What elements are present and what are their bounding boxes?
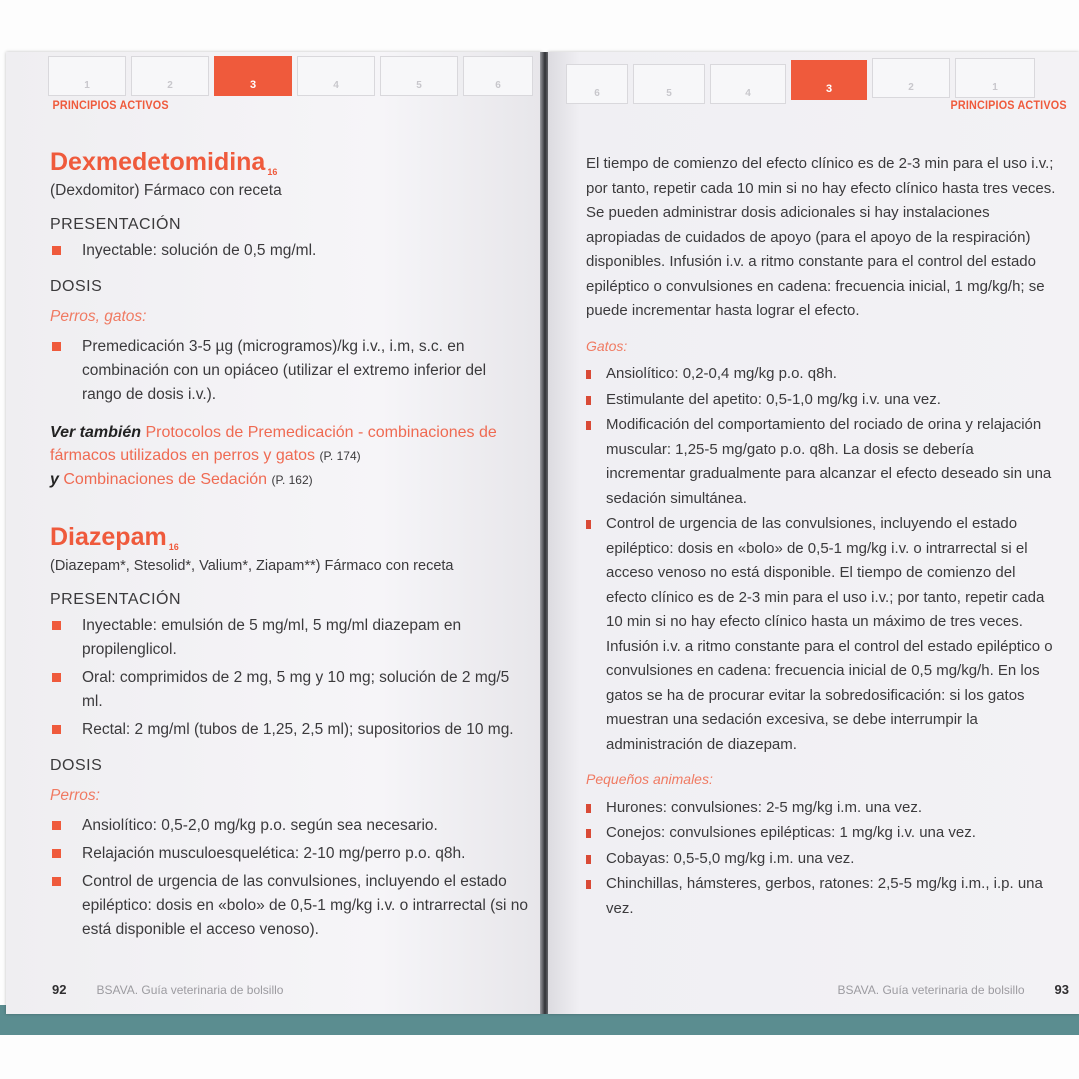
footnote-ref: 16 <box>168 542 179 552</box>
species-label: Perros, gatos: <box>50 308 147 325</box>
list-item <box>50 842 530 866</box>
presentation-heading: PRESENTACIÓN <box>50 591 182 608</box>
list-item-text: Oral: comprimidos de 2 mg, 5 mg y 10 mg; solución de 2 mg/5 ml. <box>82 669 510 710</box>
species-label-cats: Gatos: <box>586 337 628 354</box>
list-item-text: Ansiolítico: 0,2-0,4 mg/kg p.o. q8h. <box>606 365 837 382</box>
list-item <box>586 413 1056 511</box>
list-item-text: Ansiolítico: 0,5-2,0 mg/kg p.o. según sea necesario. <box>82 817 438 834</box>
cats-dose-list <box>586 362 1056 757</box>
bullet-square-icon <box>52 725 61 734</box>
bullet-square-icon <box>52 821 61 830</box>
bullet-square-icon <box>586 829 591 838</box>
see-also-label: Ver también <box>50 424 141 441</box>
presentation-list <box>50 614 530 742</box>
bullet-square-icon <box>586 396 591 405</box>
section-label: PRINCIPIOS ACTIVOS <box>52 98 169 112</box>
list-item <box>50 718 530 742</box>
chapter-tab-2[interactable]: 2 <box>872 58 950 98</box>
chapter-tab-5[interactable]: 5 <box>633 64 705 104</box>
list-item <box>586 847 1056 872</box>
bullet-square-icon <box>52 621 61 630</box>
species-label: Perros: <box>50 787 100 804</box>
bullet-square-icon <box>52 246 61 255</box>
page-reference: (P. 174) <box>319 449 361 463</box>
connector: y <box>50 471 59 488</box>
list-item <box>586 362 1056 387</box>
drug-name: Dexmedetomidina <box>50 148 266 176</box>
list-item <box>586 796 1056 821</box>
left-page <box>6 52 542 1014</box>
section-label: PRINCIPIOS ACTIVOS <box>950 98 1067 112</box>
drug-title <box>50 522 530 552</box>
see-also-link-sedation[interactable]: Combinaciones de Sedación <box>63 471 268 488</box>
list-item <box>50 335 530 407</box>
page-number: 93 <box>1054 982 1069 997</box>
chapter-tab-3-active[interactable]: 3 <box>791 60 867 100</box>
page-number: 92 <box>52 982 67 997</box>
dose-list <box>50 335 530 407</box>
list-item <box>50 814 530 838</box>
drug-name: Diazepam <box>50 523 167 551</box>
chapter-tab-2[interactable]: 2 <box>131 56 209 96</box>
list-item-text: Relajación musculoesquelética: 2-10 mg/perro p.o. q8h. <box>82 845 466 862</box>
dose-heading: DOSIS <box>50 278 103 295</box>
presentation-heading: PRESENTACIÓN <box>50 216 182 233</box>
list-item <box>50 239 530 263</box>
drug-entry-diazepam <box>50 522 530 942</box>
list-item <box>50 614 530 662</box>
chapter-tabs <box>48 56 533 96</box>
bullet-square-icon <box>586 520 591 529</box>
see-also <box>50 421 530 492</box>
bullet-square-icon <box>586 855 591 864</box>
list-item-text: Cobayas: 0,5-5,0 mg/kg i.m. una vez. <box>606 849 855 867</box>
list-item <box>50 666 530 714</box>
dose-heading: DOSIS <box>50 757 103 774</box>
right-content <box>586 152 1056 925</box>
list-item <box>586 388 1056 413</box>
chapter-tab-4[interactable]: 4 <box>710 64 786 104</box>
list-item-text: Control de urgencia de las convulsiones, incluyendo el estado epiléptico: dosis en «bolo» de 0,5-1 mg/kg i.v. o intrarrectal si el acceso venoso no está disponible. El tiempo de comienzo del efecto clínico es de 2-3 min para el uso i.v.; por tanto, repetir cada 10 min si no hay efecto clínico hasta un máximo de tres veces. Infusión i.v. a ritmo constante para el control del estado epiléptico o convulsiones en cadena: frecuencia inicial de 0,5 mg/kg/h. En los gatos se ha de procurar evitar la sobredosificación: si los gatos muestran una sedación excesiva, se debe interrumpir la administración de diazepam. <box>606 515 1053 753</box>
chapter-tab-5[interactable]: 5 <box>380 56 458 96</box>
chapter-tab-4[interactable]: 4 <box>297 56 375 96</box>
list-item <box>50 870 530 942</box>
list-item <box>586 821 1056 846</box>
bullet-square-icon <box>52 342 61 351</box>
list-item-text: Premedicación 3-5 µg (microgramos)/kg i.v., i.m, s.c. en combinación con un opiáceo (utilizar el extremo inferior del rango de dosis i.v.). <box>82 338 487 403</box>
bullet-square-icon <box>52 877 61 886</box>
list-item <box>586 872 1056 921</box>
list-item-text: Rectal: 2 mg/ml (tubos de 1,25, 2,5 ml); supositorios de 10 mg. <box>82 721 514 738</box>
list-item-text: Hurones: convulsiones: 2-5 mg/kg i.m. una vez. <box>606 798 922 816</box>
dose-list <box>50 814 530 942</box>
list-item-text: Control de urgencia de las convulsiones, incluyendo el estado epiléptico: dosis en «bolo» de 0,5-1 mg/kg i.v. o intrarrectal (si no está disponible el acceso venoso). <box>82 873 529 938</box>
see-also-link-premedication[interactable]: Protocolos de Premedicación - combinaciones de fármacos utilizados en perros y gatos <box>50 424 497 464</box>
presentation-list <box>50 239 530 263</box>
small-animals-dose-list <box>586 796 1056 922</box>
list-item-text: Inyectable: solución de 0,5 mg/ml. <box>82 242 317 259</box>
bullet-square-icon <box>52 849 61 858</box>
list-item-text: Inyectable: emulsión de 5 mg/ml, 5 mg/ml diazepam en propilenglicol. <box>82 617 462 658</box>
bullet-square-icon <box>586 804 591 813</box>
bullet-square-icon <box>586 421 591 430</box>
continued-paragraph: El tiempo de comienzo del efecto clínico es de 2-3 min para el uso i.v.; por tanto, repetir cada 10 min si no hay efecto clínico hasta tres veces. Se pueden administrar dosis adicionales si hay instalaciones apropiadas de cuidados de apoyo (para el apoyo de la respiración) disponibles. Infusión i.v. a ritmo constante para el control del estado epiléptico o convulsiones en cadena: frecuencia inicial, 1 mg/kg/h; se puede incrementar hasta lograr el efecto. <box>586 155 1056 319</box>
list-item-text: Estimulante del apetito: 0,5-1,0 mg/kg i.v. una vez. <box>606 390 941 408</box>
chapter-tab-3-active[interactable]: 3 <box>214 56 292 96</box>
chapter-tab-6[interactable]: 6 <box>463 56 533 96</box>
list-item-text: Chinchillas, hámsteres, gerbos, ratones: 2,5-5 mg/kg i.m., i.p. una vez. <box>606 875 1043 917</box>
left-content <box>50 147 530 946</box>
footnote-ref: 16 <box>267 167 278 177</box>
page-footer <box>52 982 283 997</box>
drug-title <box>50 147 530 177</box>
list-item <box>586 512 1056 757</box>
drug-subtitle: (Diazepam*, Stesolid*, Valium*, Ziapam**) Fármaco con receta <box>50 558 454 574</box>
bullet-square-icon <box>586 880 591 889</box>
book-title: BSAVA. Guía veterinaria de bolsillo <box>96 982 284 997</box>
chapter-tab-1[interactable]: 1 <box>955 58 1035 98</box>
bullet-square-icon <box>52 673 61 682</box>
drug-subtitle: (Dexdomitor) Fármaco con receta <box>50 182 282 199</box>
bullet-square-icon <box>586 370 591 379</box>
chapter-tab-1[interactable]: 1 <box>48 56 126 96</box>
species-label-small-animals: Pequeños animales: <box>586 771 713 787</box>
chapter-tab-6[interactable]: 6 <box>566 64 628 104</box>
page-reference: (P. 162) <box>271 473 313 487</box>
page-footer <box>838 982 1069 997</box>
drug-entry-dexmedetomidina <box>50 147 530 492</box>
right-page <box>548 52 1079 1014</box>
book-title: BSAVA. Guía veterinaria de bolsillo <box>837 982 1025 997</box>
list-item-text: Modificación del comportamiento del rociado de orina y relajación muscular: 1,25-5 mg/gato p.o. q8h. La dosis se debería incrementar gradualmente para alcanzar el efecto deseado sin una sedación simultánea. <box>606 416 1052 507</box>
list-item-text: Conejos: convulsiones epilépticas: 1 mg/kg i.v. una vez. <box>606 824 976 841</box>
